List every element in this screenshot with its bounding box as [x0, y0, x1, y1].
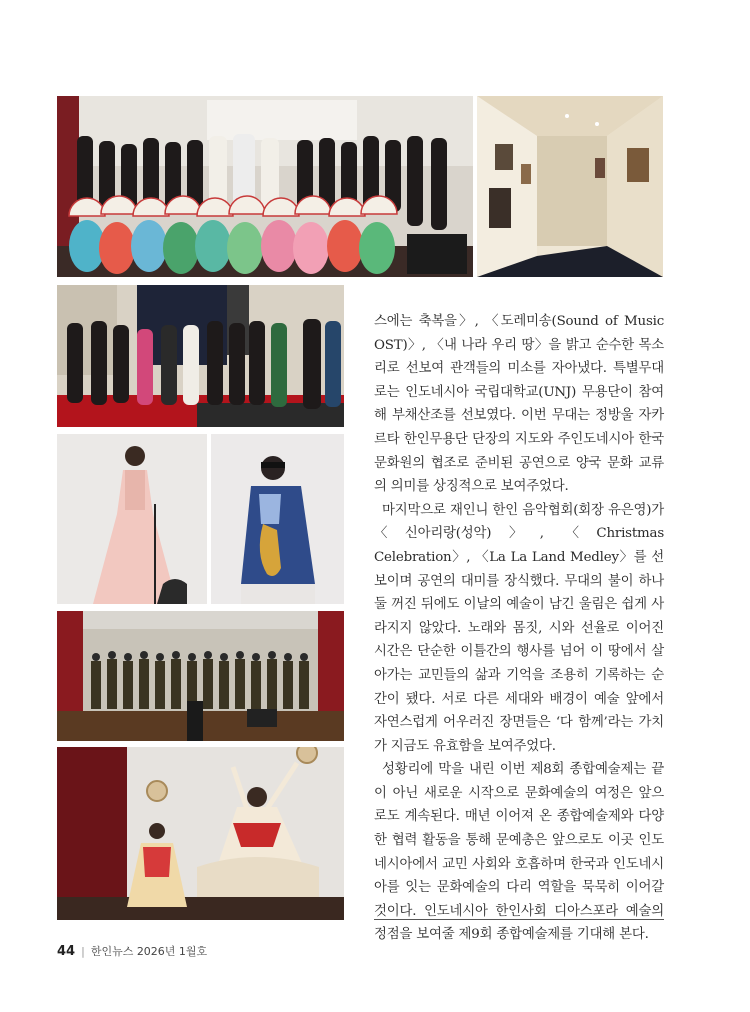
- publication-name: 한인뉴스 2026년 1월호: [90, 945, 208, 958]
- page-footer: [57, 943, 207, 959]
- article-paragraph-3: 성황리에 막을 내린 이번 제8회 종합예술제는 끝이 아닌 새로운 시작으로 문화예술의 여정은 앞으로도 계속된다. 매년 이어져 온 종합예술제와 다양한 협력 활동을 통해 문예총은 앞으로도 이곳 인도네시아에서 교민 사회와 호흡하며 한국과 인도네시아를 잇는 문화예술의 다리 역할을 묵묵히 이어갈 것이다. 인도네시아 한인사회 디아스포라 예술의 정점을 보여줄 제9회 종합예술제를 기대해 본다.: [374, 762, 664, 943]
- saxophone-player-photo: [211, 434, 344, 604]
- group-stage-photo: [57, 96, 473, 277]
- article-paragraph-2: 마지막으로 재인니 한인 음악협회(회장 유은영)가 〈신아리랑(성악)〉, 〈Christmas Celebration〉, 〈La La Land Medley〉를 선보이며 공연의 대미를 장식했다. 무대의 불이 하나둘 꺼진 뒤에도 이날의 예술이 남긴 울림은 쉽게 사라지지 않았다. 노래와 몸짓, 시와 선율로 이어진 시간은 단순한 이틀간의 행사를 넘어 이 땅에서 살아가는 교민들의 삶과 기억을 조용히 기록하는 순간이 됐다. 서로 다른 세대와 배경이 예술 앞에서 자연스럽게 어우러진 장면들은 ‘다 함께’라는 가치가 지금도 유효함을 보여주었다.: [374, 502, 664, 754]
- gallery-corridor-photo: [477, 96, 663, 277]
- footer-separator: |: [81, 944, 85, 958]
- soprano-singer-photo: [57, 434, 207, 604]
- article-paragraph-1: 스에는 축복을〉, 〈도레미송(Sound of Music OST)〉, 〈내 나라 우리 땅〉을 밝고 순수한 목소리로 선보여 관객들의 미소를 자아냈다. 특별무대로는 인도네시아 국립대학교(UNJ) 무용단이 참여해 부채산조를 선보였다. 이번 무대는 정방울 자카르타 한인무용단 단장의 지도와 주인도네시아 한국문화원의 협조로 준비된 공연으로 양국 문화 교류의 의미를 상징적으로 보여주었다.: [374, 314, 664, 495]
- page-number: 44: [57, 943, 76, 959]
- article-end-rule: [374, 919, 664, 920]
- article-body: [374, 310, 664, 947]
- fan-dancers-photo: [57, 747, 344, 920]
- guests-group-photo: [57, 285, 344, 427]
- choir-photo: [57, 611, 344, 741]
